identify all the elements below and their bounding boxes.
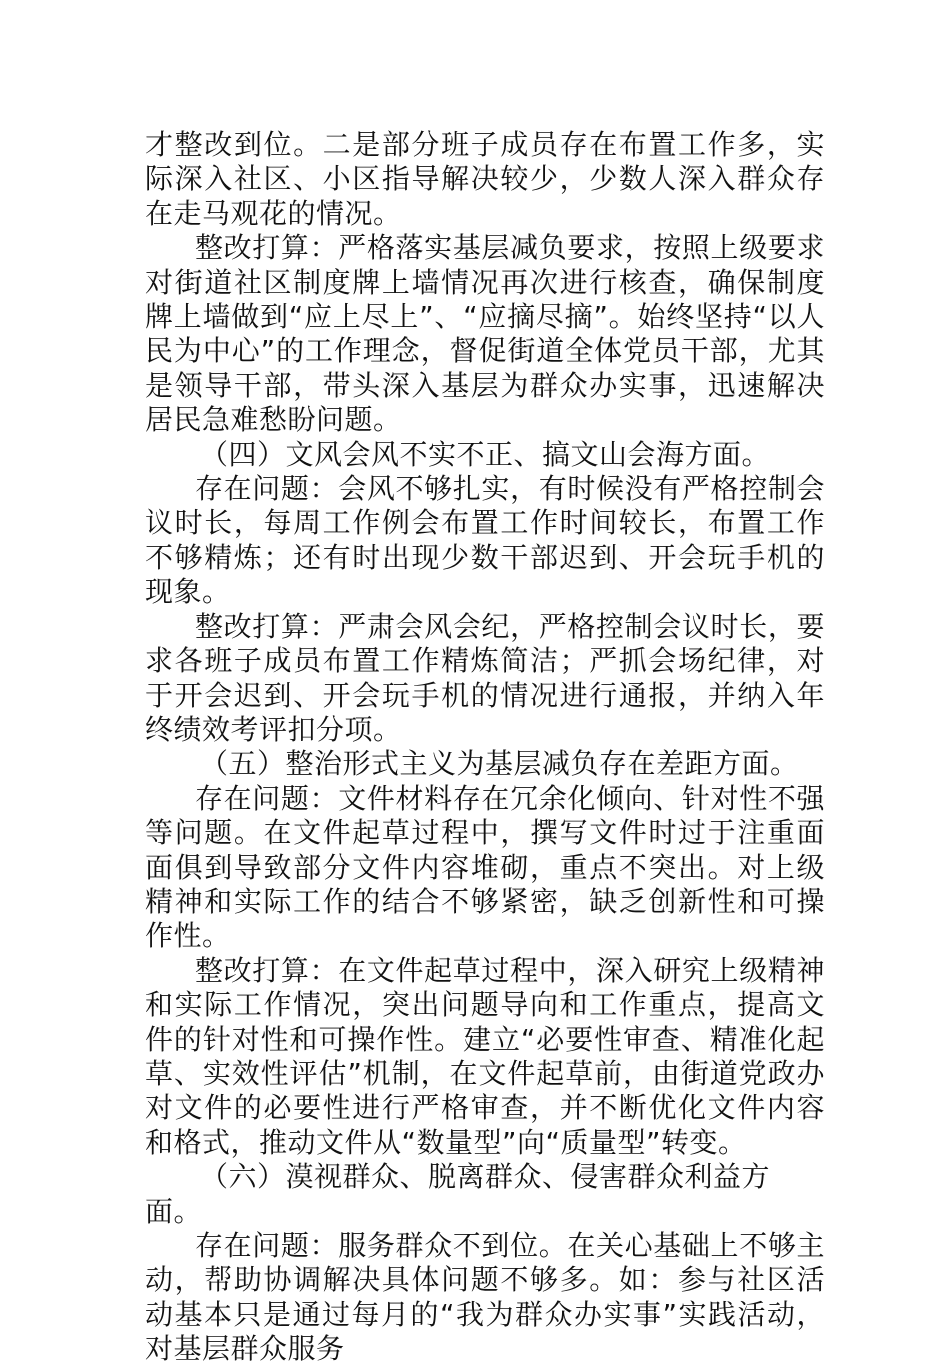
- paragraph-rectification-plan-4: 整改打算：严肃会风会纪，严格控制会议时长，要求各班子成员布置工作精炼简洁；严抓会场纪律，对于开会迟到、开会玩手机的情况进行通报，并纳入年终绩效考评扣分项。: [145, 609, 825, 746]
- paragraph-problem-6: 存在问题：服务群众不到位。在关心基础上不够主动，帮助协调解决具体问题不够多。如：参与社区活动基本只是通过每月的“我为群众办实事”实践活动，对基层群众服务: [145, 1229, 825, 1366]
- paragraph-continuation: 才整改到位。二是部分班子成员存在布置工作多，实际深入社区、小区指导解决较少，少数人深入群众存在走马观花的情况。: [145, 128, 825, 230]
- document-body: [145, 128, 825, 1367]
- paragraph-problem-5: 存在问题：文件材料存在冗余化倾向、针对性不强等问题。在文件起草过程中，撰写文件时过于注重面面俱到导致部分文件内容堆砌，重点不突出。对上级精神和实际工作的结合不够紧密，缺乏创新性和可操作性。: [145, 781, 825, 953]
- paragraph-problem-4: 存在问题：会风不够扎实，有时候没有严格控制会议时长，每周工作例会布置工作时间较长，布置工作不够精炼；还有时出现少数干部迟到、开会玩手机的现象。: [145, 472, 825, 609]
- paragraph-rectification-plan-5: 整改打算：在文件起草过程中，深入研究上级精神和实际工作情况，突出问题导向和工作重点，提高文件的针对性和可操作性。建立“必要性审查、精准化起草、实效性评估”机制，在文件起草前，由街道党政办对文件的必要性进行严格审查，并不断优化文件内容和格式，推动文件从“数量型”向“质量型”转变。: [145, 953, 825, 1159]
- section-heading-4: （四）文风会风不实不正、搞文山会海方面。: [200, 437, 771, 471]
- section-heading-5: （五）整治形式主义为基层减负存在差距方面。: [200, 747, 799, 781]
- paragraph-rectification-plan-3: 整改打算：严格落实基层减负要求，按照上级要求对街道社区制度牌上墙情况再次进行核查，确保制度牌上墙做到“应上尽上”、“应摘尽摘”。始终坚持“以人民为中心”的工作理念，督促街道全体党员干部，尤其是领导干部，带头深入基层为群众办实事，迅速解决居民急难愁盼问题。: [145, 231, 825, 437]
- section-heading-6: （六）漠视群众、脱离群众、侵害群众利益方面。: [145, 1160, 771, 1228]
